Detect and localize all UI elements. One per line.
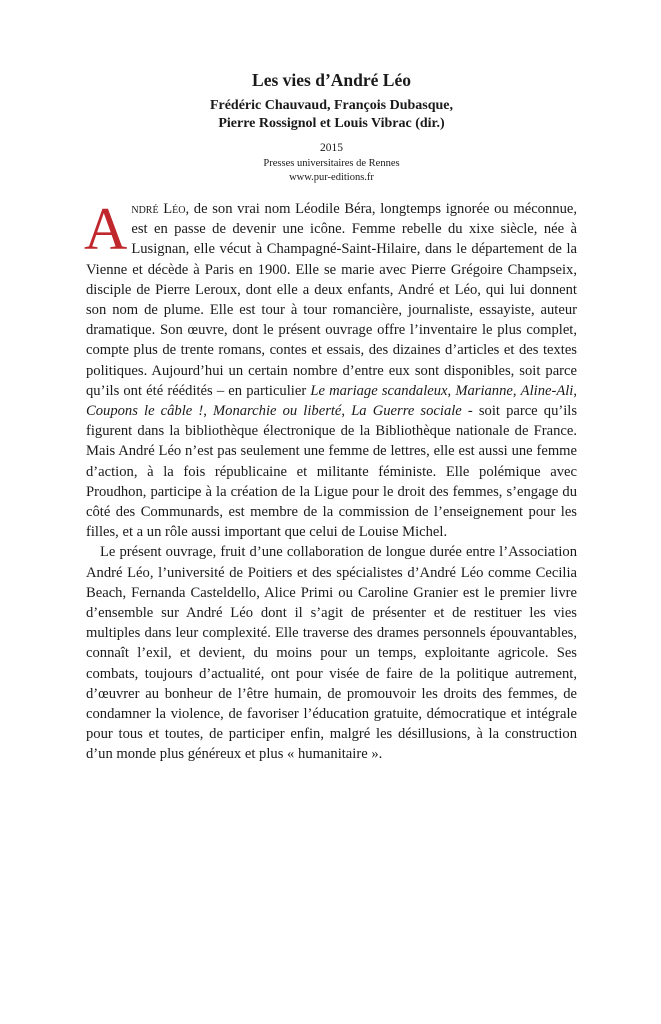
drop-cap: A [84, 196, 128, 262]
separator: , [341, 403, 352, 420]
separator: , [512, 382, 521, 399]
paragraph-2: Le présent ouvrage, fruit d’une collaboration de longue durée entre l’Association André Léo, l’université de Poitiers et des spécialistes d’André Léo comme Cecilia Beach, Fernanda Casteldello, Alice Primi ou Caroline Granier est le premier livre d’ensemble sur André Léo dont il s’agit de présenter et de restituer les vies multiples dans leur complexité. Elle traverse des drames personnels épouvantables, connaît l’exil, et devient, du moins pour un temps, exploitante agricole. Ses combats, toujours d’actualité, ont pour visée de faire de la politique autrement, d’œuvrer au bonheur de l’être humain, de promouvoir les droits des femmes, de condamner la violence, de favoriser l’éducation gratuite, démocratique et intégrale pour tous et toutes, de participer enfin, malgré les désillusions, à la construction d’un monde plus généreux et plus « humanitaire ». [86, 544, 577, 763]
work-title: Aline-Ali [520, 382, 574, 399]
publication-year: 2015 [320, 142, 343, 154]
paragraph-1 [84, 196, 578, 542]
book-title: Les vies d’André Léo [252, 70, 411, 90]
book-authors [86, 97, 577, 133]
separator: , [447, 382, 456, 399]
book-summary-page [86, 70, 577, 765]
work-title: Marianne [455, 382, 513, 399]
authors-line-1: Frédéric Chauvaud, François Dubasque, [209, 98, 454, 113]
publisher: Presses universitaires de Rennes [263, 158, 400, 169]
authors-line-2: Pierre Rossignol et Louis Vibrac (dir.) [218, 116, 445, 131]
publisher-website: www.pur-editions.fr [289, 172, 374, 183]
author-name-smallcaps: ndré Léo [131, 201, 186, 217]
separator: , [203, 403, 213, 420]
paragraph-1-text-a: , de son vrai nom Léodile Béra, longtemps ignorée ou méconnue, est en passe de devenir une icône. Femme rebelle du xixe siècle, née à Lusignan, elle vécut à Champagné-Saint-Hilaire, dans le département de la Vienne et décède à Paris en 1900. Elle se marie avec Pierre Grégoire Champseix, disciple de Pierre Leroux, dont elle a deux enfants, André et Léo, qui lui donnent son nom de plume. Elle est tour à tour romancière, journaliste, essayiste, auteur dramatique. Son œuvre, dont le présent ouvrage offre l’inventaire le plus complet, compte plus de trente romans, contes et essais, des dizaines d’articles et des textes politiques. Aujourd’hui un certain nombre d’entre eux sont disponibles, soit parce qu’ils ont été réédités – en particulier [86, 201, 577, 399]
work-title: Coupons le câble ! [86, 403, 204, 420]
work-title: Le mariage scandaleux [310, 382, 448, 399]
separator: , [573, 382, 578, 399]
publication-info [86, 141, 577, 185]
paragraph-1-text-b: - soit parce qu’ils figurent dans la bibliothèque électronique de la Bibliothèque nationale de France. Mais André Léo n’est pas seulement une femme de lettres, elle est aussi une femme d’action, à la fois républicaine et militante féministe. Elle polémique avec Proudhon, participe à la création de la Ligue pour le droit des femmes, s’engage du côté des Communards, est membre de la commission de l’enseignement pour les filles, et a un rôle aussi important que celui de Louise Michel. [86, 403, 578, 541]
summary-text [84, 196, 578, 765]
work-title: Monarchie ou liberté [213, 403, 342, 420]
work-title: La Guerre sociale [351, 403, 462, 420]
